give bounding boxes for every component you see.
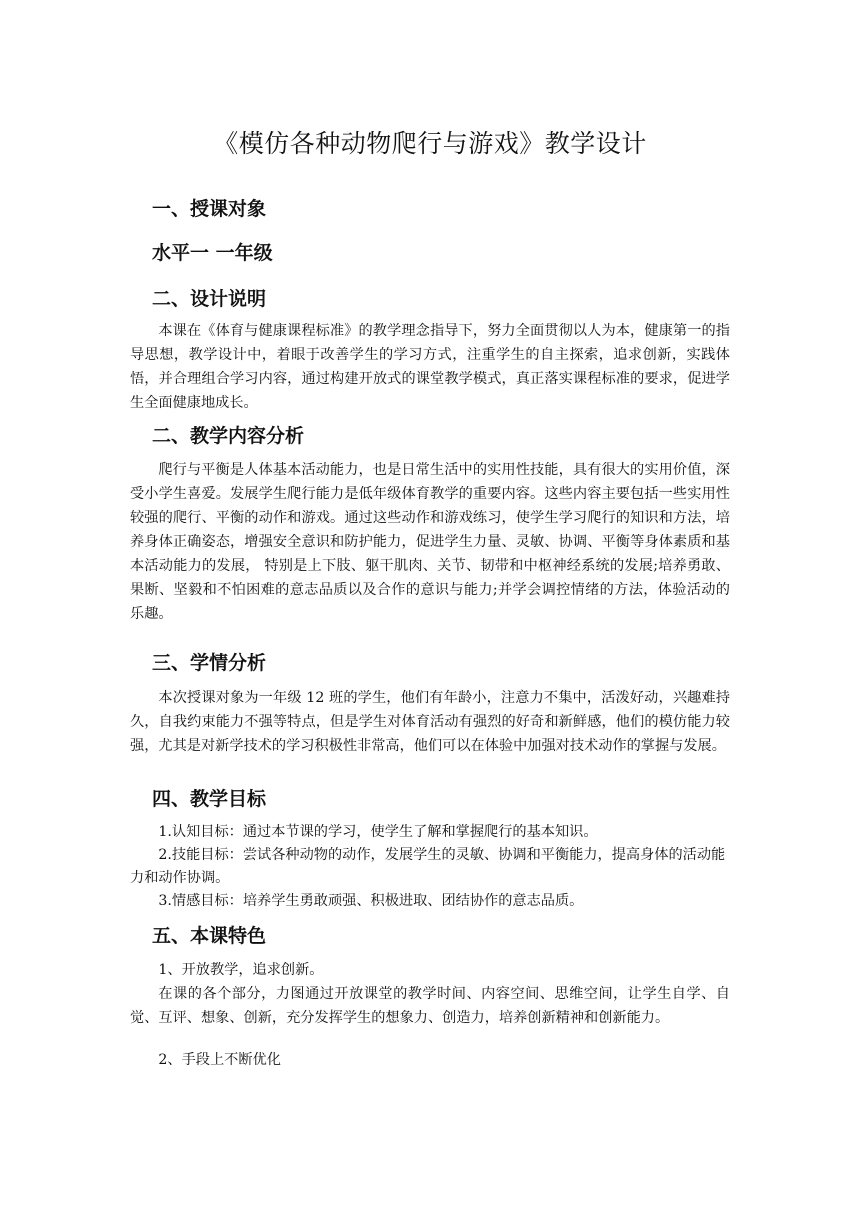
section-heading-design: 二、设计说明 (152, 288, 267, 310)
section-heading-goals: 四、教学目标 (152, 788, 267, 810)
section-heading-content: 二、教学内容分析 (152, 425, 305, 447)
goal-item-cognitive: 1.认知目标：通过本节课的学习，使学生了解和掌握爬行的基本知识。 (158, 824, 598, 840)
students-paragraph: 本次授课对象为一年级 12 班的学生，他们有年龄小，注意力不集中，活泼好动，兴趣难持久，自我约束能力不强等特点，但是学生对体育活动有强烈的好奇和新鲜感，他们的模仿能力较强，尤其是对新学技术的学习积极性非常高，他们可以在体验中加强对技术动作的掌握与发展。 (130, 690, 730, 754)
section-heading-students: 三、学情分析 (152, 652, 267, 674)
design-paragraph: 本课在《体育与健康课程标准》的教学理念指导下，努力全面贯彻以人为本，健康第一的指导思想，教学设计中，着眼于改善学生的学习方式，注重学生的自主探索，追求创新，实践体悟，并合理组合学习内容，通过构建开放式的课堂教学模式，真正落实课程标准的要求，促进学生全面健康地成长。 (130, 323, 730, 411)
document-title: 《模仿各种动物爬行与游戏》教学设计 (213, 129, 647, 158)
audience-level: 水平一 一年级 (152, 242, 273, 264)
goal-item-affective: 3.情感目标：培养学生勇敢顽强、积极进取、团结协作的意志品质。 (158, 893, 584, 909)
feature-item-2: 2、手段上不断优化 (158, 1052, 281, 1068)
content-paragraph: 爬行与平衡是人体基本活动能力，也是日常生活中的实用性技能，具有很大的实用价值，深受小学生喜爱。发展学生爬行能力是低年级体育教学的重要内容。这些内容主要包括一些实用性较强的爬行、平衡的动作和游戏。通过这些动作和游戏练习，使学生学习爬行的知识和方法，培养身体正确姿态，增强安全意识和防护能力，促进学生力量、灵敏、协调、平衡等身体素质和基本活动能力的发展， 特别是上下肢、躯干肌肉、关节、韧带和中枢神经系统的发展;培养勇敢、果断、坚毅和不怕困难的意志品质以及合作的意识与能力;并学会调控情绪的方法，体验活动的乐趣。 (130, 462, 730, 622)
feature-item-1: 1、开放教学，追求创新。 (158, 962, 324, 978)
feature-item-1-paragraph: 在课的各个部分，力图通过开放课堂的教学时间、内容空间、思维空间，让学生自学、自觉、互评、想象、创新，充分发挥学生的想象力、创造力，培养创新精神和创新能力。 (130, 986, 730, 1026)
goal-item-skill: 2.技能目标：尝试各种动物的动作，发展学生的灵敏、协调和平衡能力，提高身体的活动能力和动作协调。 (130, 847, 726, 886)
section-heading-features: 五、本课特色 (152, 925, 267, 947)
section-heading-audience: 一、授课对象 (152, 198, 267, 220)
